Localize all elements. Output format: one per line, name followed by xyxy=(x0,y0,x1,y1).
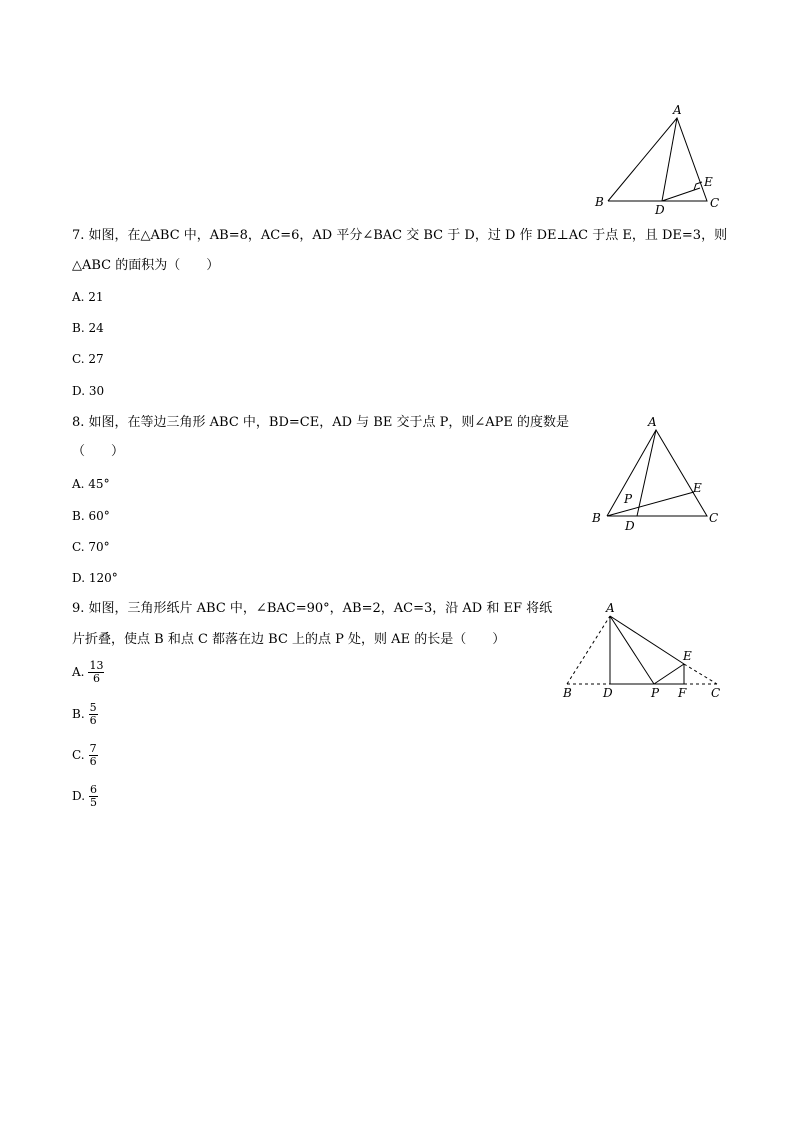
q8-label-d: D xyxy=(625,519,635,533)
q7-label-c: C xyxy=(710,196,720,210)
q9-label-d: D xyxy=(603,686,613,700)
q9-option-a-denominator: 6 xyxy=(92,672,100,685)
q9-option-c-letter: C. xyxy=(72,748,85,762)
q8-option-d[interactable]: D. 120° xyxy=(72,571,118,585)
q9-option-b-fraction xyxy=(89,702,98,727)
q9-segment-ab-dashed xyxy=(567,616,610,684)
q9-option-c-numerator: 7 xyxy=(89,742,97,755)
q8-option-b[interactable]: B. 60° xyxy=(72,509,110,523)
q8-question-line-2: （ ） xyxy=(72,444,125,459)
q7-question-line-2: △ABC 的面积为（ ） xyxy=(72,258,220,273)
q9-label-c: C xyxy=(711,686,721,700)
q9-option-b-letter: B. xyxy=(72,707,85,721)
q9-option-b-denominator: 6 xyxy=(89,714,97,727)
q9-segment-ec-dashed xyxy=(684,664,717,684)
q7-option-c[interactable]: C. 27 xyxy=(72,352,104,366)
q9-label-p: P xyxy=(651,686,660,700)
q9-label-f: F xyxy=(678,686,687,700)
q9-segment-pe xyxy=(654,664,684,684)
q9-label-e: E xyxy=(683,649,692,663)
q9-option-c-fraction xyxy=(89,743,98,768)
q7-label-e: E xyxy=(704,175,713,189)
q7-label-a: A xyxy=(673,103,682,117)
q9-option-d[interactable] xyxy=(72,784,98,809)
q8-label-a: A xyxy=(648,415,657,429)
q9-option-a-numerator: 13 xyxy=(89,659,104,672)
q9-option-c[interactable] xyxy=(72,743,98,768)
q9-option-a-letter: A. xyxy=(72,665,85,679)
q7-option-a[interactable]: A. 21 xyxy=(72,290,104,304)
q9-option-d-fraction xyxy=(89,784,98,809)
q8-label-b: B xyxy=(592,511,601,525)
q9-label-a: A xyxy=(606,601,615,615)
q9-segment-ap xyxy=(610,616,654,684)
q9-question-line-2: 片折叠，使点 B 和点 C 都落在边 BC 上的点 P 处，则 AE 的长是（ ） xyxy=(72,632,506,647)
q9-option-b-numerator: 5 xyxy=(89,701,97,714)
q9-segment-ae xyxy=(610,616,684,664)
q9-option-a-fraction xyxy=(88,660,104,685)
q8-option-a[interactable]: A. 45° xyxy=(72,477,110,491)
q7-option-d[interactable]: D. 30 xyxy=(72,384,105,398)
q9-option-d-denominator: 5 xyxy=(90,796,98,809)
q8-label-e: E xyxy=(693,481,702,495)
q8-question-line-1: 8. 如图，在等边三角形 ABC 中，BD=CE，AD 与 BE 交于点 P，则∠APE 的度数是 xyxy=(72,415,570,430)
q7-label-b: B xyxy=(595,195,604,209)
q9-option-d-numerator: 6 xyxy=(90,783,98,796)
q8-option-c[interactable]: C. 70° xyxy=(72,540,110,554)
q7-option-b[interactable]: B. 24 xyxy=(72,321,104,335)
q9-option-b[interactable] xyxy=(72,702,98,727)
q7-question-line-1: 7. 如图，在△ABC 中，AB=8，AC=6，AD 平分∠BAC 交 BC 于 D，过 D 作 DE⊥AC 于点 E，且 DE=3，则 xyxy=(72,228,728,243)
q8-label-p: P xyxy=(624,492,633,506)
q9-option-c-denominator: 6 xyxy=(89,755,97,768)
q9-option-d-letter: D. xyxy=(72,789,86,803)
q8-label-c: C xyxy=(709,511,719,525)
q9-question-line-1: 9. 如图，三角形纸片 ABC 中，∠BAC=90°，AB=2，AC=3，沿 AD 和 EF 将纸 xyxy=(72,601,553,616)
q7-label-d: D xyxy=(655,203,665,217)
q9-option-a[interactable] xyxy=(72,660,104,685)
q9-label-b: B xyxy=(563,686,572,700)
